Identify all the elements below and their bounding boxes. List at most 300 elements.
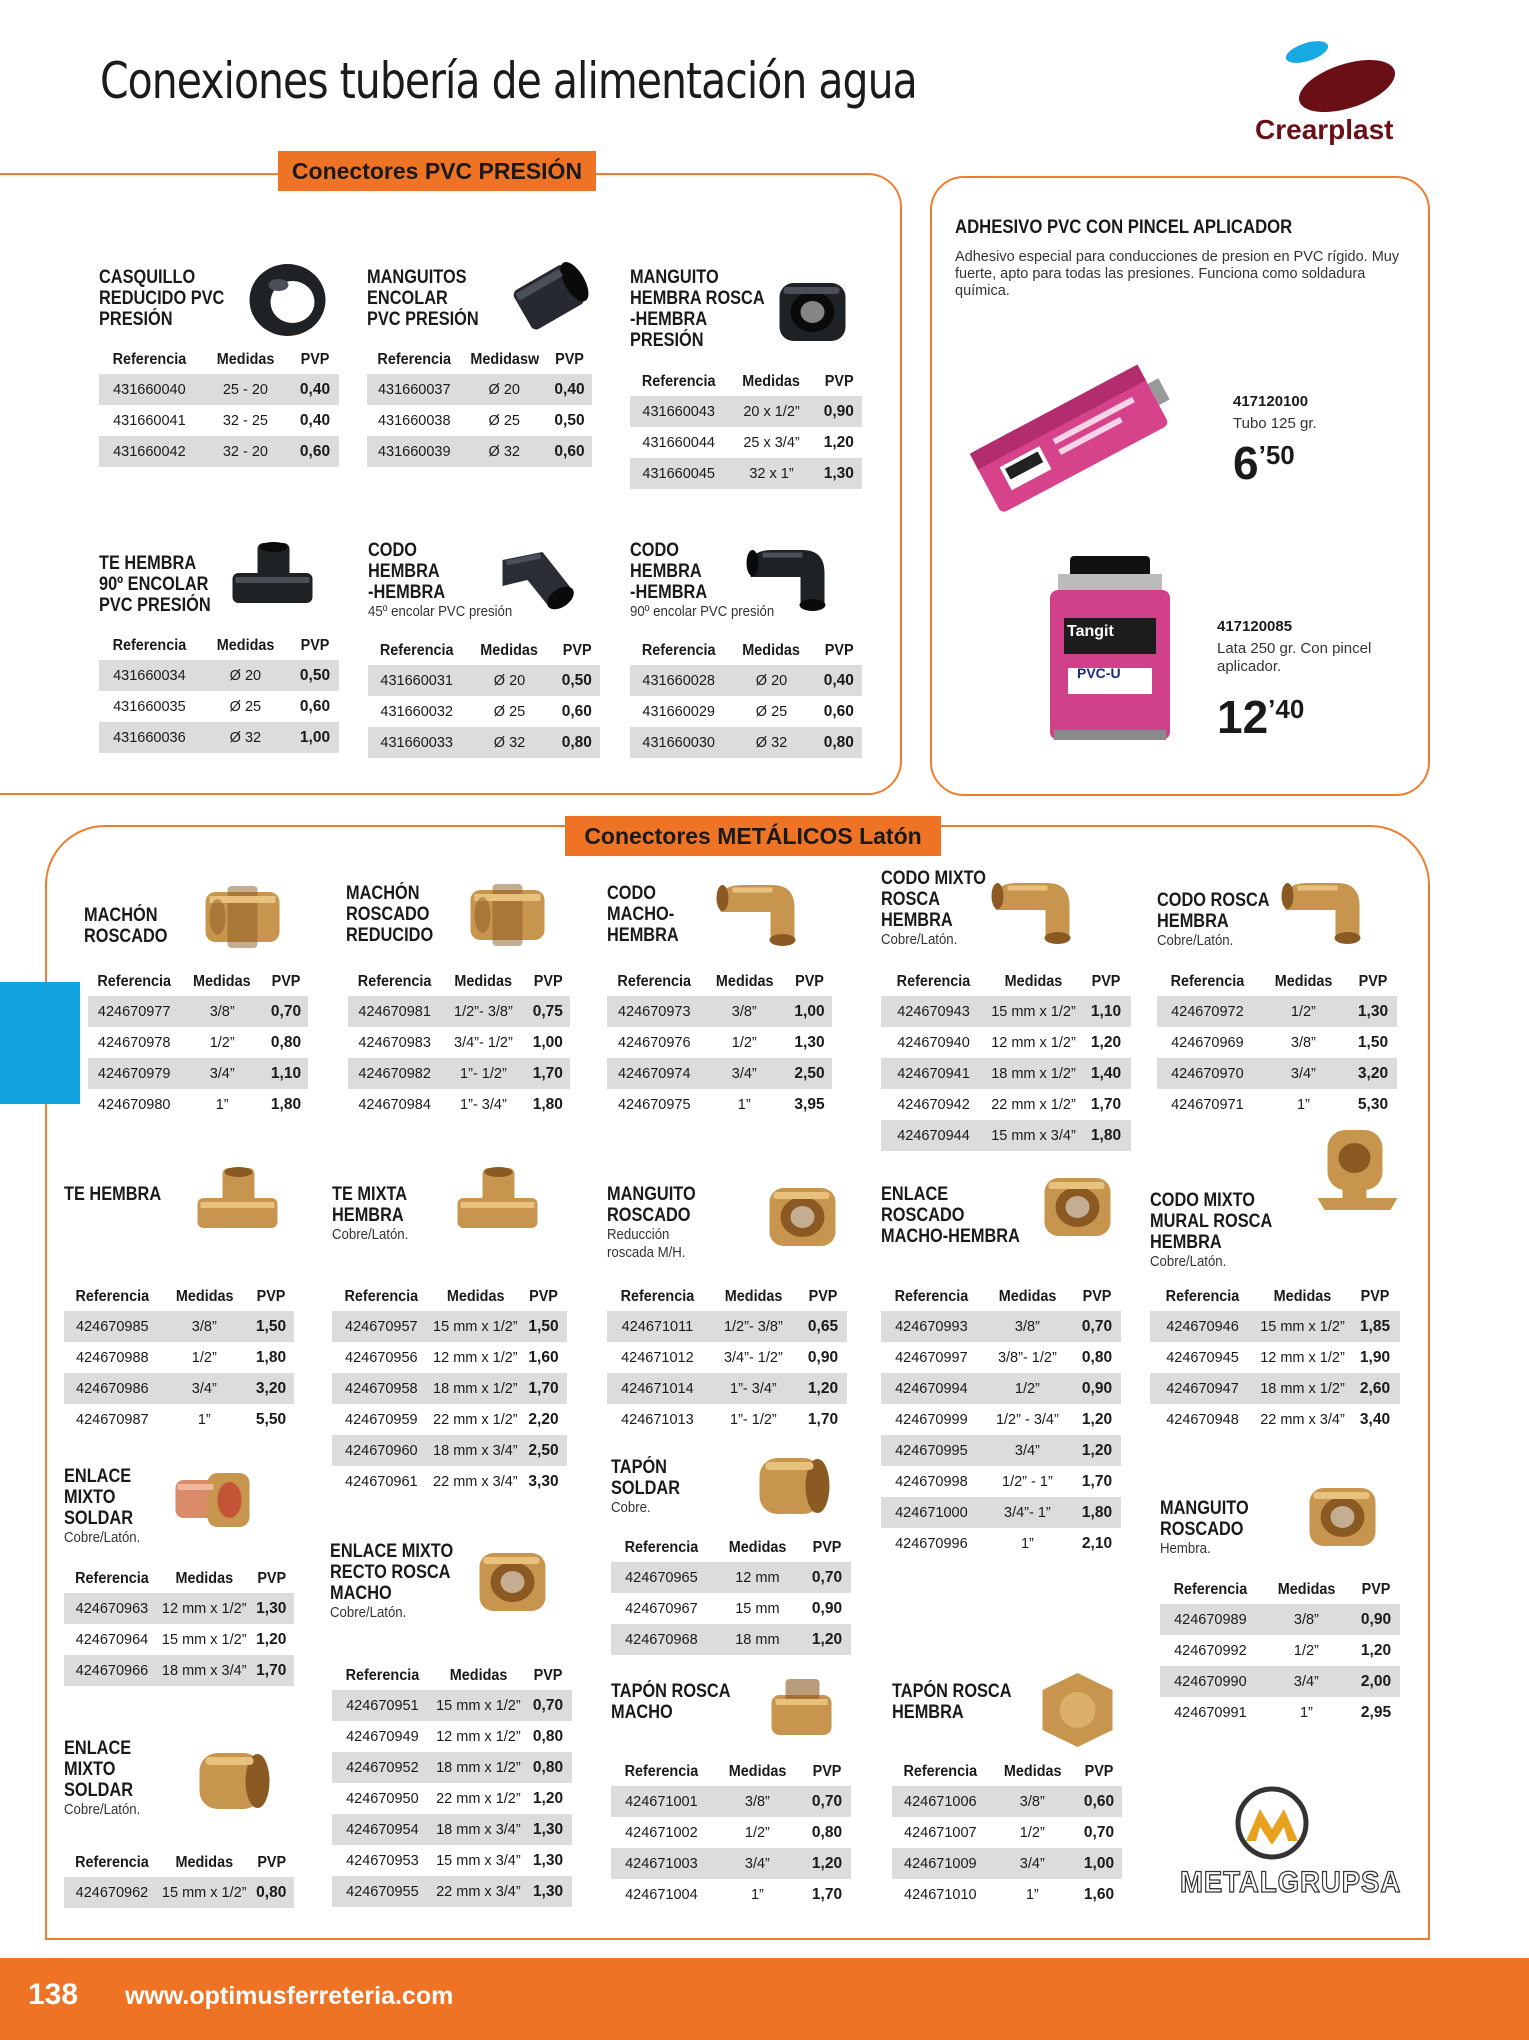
table-row <box>892 1786 1122 1817</box>
product-codo-mixto-mural-table <box>1150 1283 1400 1435</box>
glue-can-image <box>1040 550 1180 750</box>
price-cell: 2,60 <box>1350 1373 1400 1404</box>
size-cell: 1”- 3/4” <box>708 1373 799 1404</box>
column-header: Referencia <box>641 642 716 659</box>
ref-cell: 424670951 <box>332 1690 433 1721</box>
table-row <box>332 1783 572 1814</box>
product-enlace-macho-hembra-table <box>881 1283 1121 1559</box>
product-tapon-soldar-table <box>611 1534 851 1655</box>
column-header: PVP <box>256 1288 286 1305</box>
column-header: Medidas <box>742 373 801 390</box>
product-subtitle: Cobre/Latón. <box>332 1226 409 1243</box>
product-manguito-roscado-hembra-table <box>1160 1576 1400 1728</box>
size-cell: 3/4” <box>982 1435 1073 1466</box>
price-cell: 0,80 <box>524 1752 572 1783</box>
ref-cell: 424670943 <box>881 996 986 1027</box>
size-cell: Ø 20 <box>465 665 553 696</box>
size-cell: Ø 20 <box>727 665 815 696</box>
size-cell: 1” <box>1299 1704 1313 1721</box>
column-header: PVP <box>271 973 301 990</box>
product-manguito-roscado-hembra-image <box>1295 1470 1390 1570</box>
ref-cell: 424670953 <box>346 1852 419 1869</box>
product-tapon-rosca-hembra-table <box>892 1758 1122 1910</box>
price-cell: 1,80 <box>1081 1120 1131 1151</box>
product-tapon-rosca-hembra-header <box>892 1681 1031 1723</box>
size-cell: Ø 25 <box>488 412 520 429</box>
price-cell: 0,70 <box>803 1562 851 1593</box>
metalgrupsa-wordmark: METALGRUPSA <box>1180 1866 1402 1899</box>
product-manguitos-encolar-image <box>500 250 595 350</box>
table-row <box>332 1404 567 1435</box>
column-header: PVP <box>824 373 854 390</box>
ref-cell: 424671012 <box>621 1349 694 1366</box>
product-subtitle: Hembra. <box>1160 1540 1211 1557</box>
product-name-line: PVC PRESIÓN <box>99 595 211 616</box>
size-cell: 3/4”- 1/2” <box>454 1034 513 1051</box>
price-cell: 1,00 <box>532 1033 563 1051</box>
price-cell: 1,70 <box>526 1058 570 1089</box>
size-cell: 1/2” <box>1258 996 1349 1027</box>
price-cell: 1,70 <box>811 1885 843 1903</box>
price-cell: 5,30 <box>1357 1095 1389 1113</box>
table-row <box>332 1752 572 1783</box>
size-cell: 1”- 1/2” <box>441 1058 525 1089</box>
column-header: Medidasw <box>469 351 539 368</box>
column-header: Medidas <box>216 637 275 654</box>
price-cell: 0,80 <box>1081 1348 1113 1366</box>
table-row <box>368 665 600 696</box>
column-header: Medidas <box>1273 1288 1332 1305</box>
ref-cell: 424670947 <box>1150 1373 1255 1404</box>
size-cell: 32 - 20 <box>200 436 291 467</box>
product-name-line: ROSCADO <box>607 1205 691 1226</box>
product-name-line: -HEMBRA <box>368 582 446 603</box>
ref-cell: 431660037 <box>367 374 462 405</box>
product-manguito-roscado-red-table <box>607 1283 847 1435</box>
product-name-line: MACHÓN <box>346 883 420 904</box>
product-enlace-recto-macho-table <box>332 1662 572 1907</box>
product-machon-roscado-image <box>195 870 290 970</box>
price-cell: 1,20 <box>1090 1033 1122 1051</box>
table-row <box>1150 1311 1400 1342</box>
table-row <box>892 1817 1122 1848</box>
price-cell: 1,30 <box>1349 996 1397 1027</box>
product-name-line: TAPÓN ROSCA <box>611 1681 731 1702</box>
price-cell: 1,00 <box>787 996 832 1027</box>
table-row <box>88 996 308 1027</box>
column-header: Referencia <box>112 637 187 654</box>
size-cell: 1/2” <box>982 1373 1073 1404</box>
price-cell: 1,20 <box>1073 1435 1121 1466</box>
product-name-line: MIXTO <box>64 1487 116 1508</box>
ref-cell: 424671010 <box>904 1886 977 1903</box>
table-row <box>367 405 592 436</box>
price-cell: 3,95 <box>794 1095 825 1113</box>
product-name-line: MURAL ROSCA <box>1150 1211 1273 1232</box>
product-manguito-roscado-hembra-header <box>1160 1498 1263 1558</box>
column-header: Medidas <box>715 973 774 990</box>
table-row <box>64 1311 294 1342</box>
table-row <box>64 1655 294 1686</box>
size-cell: 25 - 20 <box>200 374 291 405</box>
price-cell: 1,85 <box>1350 1311 1400 1342</box>
product-name-line: CODO <box>368 540 418 561</box>
product-name-line: HEMBRA <box>332 1205 404 1226</box>
ref-cell: 424670946 <box>1150 1311 1255 1342</box>
ref-cell: 424670982 <box>348 1058 441 1089</box>
ref-cell: 424670975 <box>617 1096 691 1113</box>
price-cell: 2,20 <box>528 1410 559 1428</box>
ref-cell: 431660035 <box>113 698 186 715</box>
price-cell: 2,50 <box>520 1435 567 1466</box>
product-name-line: MACHO- <box>607 904 675 925</box>
table-row <box>881 1089 1131 1120</box>
price-cell: 1,10 <box>1081 996 1131 1027</box>
ref-cell: 424670990 <box>1160 1666 1261 1697</box>
size-cell: 22 mm x 3/4” <box>1260 1411 1345 1428</box>
size-cell: 15 mm x 3/4” <box>436 1852 521 1869</box>
size-cell: Ø 20 <box>462 374 548 405</box>
ref-cell: 424670944 <box>881 1120 986 1151</box>
table-row <box>88 1027 308 1058</box>
adhesive-title: ADHESIVO PVC CON PINCEL APLICADOR <box>955 217 1293 238</box>
product-enlace-mixto-soldar-1-header <box>64 1466 151 1547</box>
table-row <box>1150 1404 1400 1435</box>
ref-cell: 431660038 <box>377 412 451 429</box>
price-cell: 1,70 <box>249 1655 294 1686</box>
product-name-line: HEMBRA <box>1150 1232 1222 1253</box>
size-cell: 1/2” <box>209 1034 235 1051</box>
ref-cell: 424670970 <box>1157 1058 1258 1089</box>
column-header: Medidas <box>1277 1581 1336 1598</box>
table-row <box>881 1342 1121 1373</box>
table-row <box>1160 1666 1400 1697</box>
can-desc: Lata 250 gr. Con pincel aplicador. <box>1217 640 1372 675</box>
size-cell: 3/8” <box>161 1311 248 1342</box>
column-header: Referencia <box>617 973 692 990</box>
product-name-line: HEMBRA ROSCA <box>630 288 765 309</box>
column-header: PVP <box>256 1854 286 1871</box>
size-cell: 1”- 3/4” <box>460 1096 507 1113</box>
price-cell: 1,20 <box>799 1373 847 1404</box>
ref-cell: 424670958 <box>332 1373 431 1404</box>
product-codo-90-image <box>740 535 835 635</box>
ref-cell: 424670999 <box>895 1411 968 1428</box>
column-header: PVP <box>533 1667 563 1684</box>
product-codo-mixto-rosca-hembra-image <box>985 868 1080 968</box>
table-row <box>881 1435 1121 1466</box>
size-cell: 3/4” <box>712 1848 803 1879</box>
price-cell: 0,80 <box>811 1823 843 1841</box>
column-header: Medidas <box>1004 973 1063 990</box>
ref-cell: 431660044 <box>642 434 715 451</box>
ref-cell: 431660032 <box>380 703 453 720</box>
ref-cell: 424670965 <box>611 1562 712 1593</box>
product-manguito-roscado-red-header <box>607 1184 710 1262</box>
size-cell: 18 mm x 3/4” <box>433 1814 524 1845</box>
column-header: PVP <box>1091 973 1121 990</box>
product-codo-90-table <box>630 637 862 758</box>
size-cell: 3/4” <box>1258 1058 1349 1089</box>
size-cell: 18 mm <box>712 1624 803 1655</box>
table-row <box>1157 1089 1397 1120</box>
table-row <box>630 427 862 458</box>
column-header: Medidas <box>449 1667 508 1684</box>
column-header: Medidas <box>175 1854 234 1871</box>
column-header: Referencia <box>896 973 971 990</box>
crearplast-logo <box>1245 38 1430 148</box>
size-cell: 18 mm x 1/2” <box>433 1752 524 1783</box>
product-enlace-mixto-soldar-1-table <box>64 1565 294 1686</box>
size-cell: 12 mm <box>712 1562 803 1593</box>
ref-cell: 431660042 <box>99 436 200 467</box>
column-header: Referencia <box>1173 1581 1248 1598</box>
product-codo-mixto-rosca-hembra-table <box>881 968 1131 1151</box>
product-te-hembra-pvc-header <box>99 553 229 616</box>
size-cell: 15 mm x 1/2” <box>160 1877 249 1908</box>
size-cell: 3/8” <box>712 1786 803 1817</box>
product-name-line: ENLACE MIXTO <box>330 1541 454 1562</box>
ref-cell: 431660033 <box>368 727 465 758</box>
product-name-line: HEMBRA <box>630 561 702 582</box>
price-cell: 0,80 <box>270 1033 302 1051</box>
product-name-line: TE HEMBRA <box>99 553 197 574</box>
column-header: PVP <box>529 1288 558 1305</box>
ref-cell: 424670950 <box>346 1790 419 1807</box>
ref-cell: 424670995 <box>881 1435 982 1466</box>
metalgrupsa-logo-icon <box>1232 1783 1312 1863</box>
side-tab-marker <box>0 982 80 1104</box>
column-header: Medidas <box>728 1763 787 1780</box>
table-row <box>892 1848 1122 1879</box>
table-row <box>611 1593 851 1624</box>
table-row <box>607 1027 832 1058</box>
ref-cell: 424670959 <box>345 1411 418 1428</box>
product-name-line: PRESIÓN <box>630 330 704 351</box>
size-cell: Ø 25 <box>755 703 788 720</box>
table-row <box>892 1879 1122 1910</box>
ref-cell: 424671000 <box>881 1497 982 1528</box>
table-row <box>611 1879 851 1910</box>
product-te-hembra-image <box>190 1160 285 1260</box>
ref-cell: 424671013 <box>621 1411 694 1428</box>
product-name-line: CODO <box>607 883 657 904</box>
size-cell: 3/4” <box>1261 1666 1352 1697</box>
product-name-line: MANGUITO <box>1160 1498 1249 1519</box>
price-cell: 0,60 <box>823 702 854 720</box>
product-name-line: PVC PRESIÓN <box>367 309 479 330</box>
table-row <box>607 1058 832 1089</box>
price-cell: 0,40 <box>816 665 862 696</box>
size-cell: 25 x 3/4” <box>743 434 800 451</box>
size-cell: 1/2” <box>744 1824 770 1841</box>
product-name-line: ENLACE <box>64 1738 132 1759</box>
column-header: Referencia <box>75 1288 150 1305</box>
price-cell: 1,70 <box>520 1373 567 1404</box>
can-label: Tangit <box>1067 623 1114 640</box>
size-cell: 1/2” - 1” <box>1002 1473 1053 1490</box>
ref-cell: 424670977 <box>88 996 180 1027</box>
table-row <box>630 696 862 727</box>
product-te-mixta-hembra-image <box>450 1160 545 1260</box>
table-row <box>348 1058 570 1089</box>
product-name-line: TE HEMBRA <box>64 1184 162 1205</box>
product-enlace-mixto-soldar-2-header <box>64 1738 151 1819</box>
product-name-line: ENLACE <box>881 1184 949 1205</box>
table-row <box>99 436 339 467</box>
price-cell: 3,20 <box>248 1373 294 1404</box>
size-cell: 3/4” <box>180 1058 264 1089</box>
ref-cell: 431660045 <box>630 458 727 489</box>
price-cell: 1,70 <box>807 1410 839 1428</box>
product-name-line: HEMBRA <box>881 910 953 931</box>
product-name-line: PRESIÓN <box>99 309 173 330</box>
ref-cell: 424671009 <box>892 1848 989 1879</box>
ref-cell: 431660040 <box>99 374 200 405</box>
column-header: Medidas <box>454 973 513 990</box>
price-cell: 1,20 <box>256 1630 287 1648</box>
ref-cell: 424671001 <box>611 1786 712 1817</box>
ref-cell: 431660029 <box>642 703 715 720</box>
size-cell: 3/8” <box>1290 1034 1316 1051</box>
size-cell: 1/2” <box>731 1034 757 1051</box>
product-name-line: ROSCADO <box>84 926 168 947</box>
ref-cell: 431660036 <box>99 722 200 753</box>
price-cell: 2,95 <box>1360 1703 1392 1721</box>
ref-cell: 431660031 <box>368 665 465 696</box>
ref-cell: 424670971 <box>1171 1096 1244 1113</box>
size-cell: 1” <box>1296 1096 1310 1113</box>
table-row <box>611 1786 851 1817</box>
table-row <box>881 1497 1121 1528</box>
ref-cell: 424670968 <box>611 1624 712 1655</box>
column-header: PVP <box>824 642 854 659</box>
product-name-line: ENCOLAR <box>367 288 448 309</box>
product-subtitle: Cobre/Latón. <box>1150 1253 1227 1270</box>
size-cell: 22 mm x 3/4” <box>433 1473 518 1490</box>
column-header: Medidas <box>193 973 252 990</box>
product-name-line: REDUCIDO <box>346 925 434 946</box>
product-codo-45-table <box>368 637 600 758</box>
ref-cell: 424670952 <box>332 1752 433 1783</box>
table-row <box>607 996 832 1027</box>
product-name-line: SOLDAR <box>611 1478 681 1499</box>
size-cell: 3/8”- 1/2” <box>997 1349 1057 1366</box>
price-cell: 1,50 <box>520 1311 567 1342</box>
size-cell: 1” <box>197 1411 211 1428</box>
price-cell: 0,80 <box>532 1727 564 1745</box>
product-tapon-rosca-hembra-image <box>1030 1665 1125 1765</box>
product-codo-mixto-mural-header <box>1150 1190 1292 1271</box>
product-name-line: MIXTO <box>64 1759 116 1780</box>
ref-cell: 424670957 <box>332 1311 431 1342</box>
size-cell: 3/4”- 1” <box>982 1497 1073 1528</box>
ref-cell: 424670967 <box>625 1600 698 1617</box>
table-row <box>88 1058 308 1089</box>
size-cell: 1” <box>1020 1535 1034 1552</box>
column-header: Medidas <box>480 642 539 659</box>
price-cell: 1,60 <box>1083 1885 1115 1903</box>
table-row <box>1157 996 1397 1027</box>
price-cell: 0,60 <box>291 436 339 467</box>
column-header: Medidas <box>728 1539 787 1556</box>
size-cell: 22 mm x 1/2” <box>991 1096 1076 1113</box>
product-codo-rosca-hembra-header <box>1157 890 1288 950</box>
product-tapon-soldar-header <box>611 1457 691 1517</box>
size-cell: 18 mm x 1/2” <box>986 1058 1081 1089</box>
column-header: Referencia <box>75 1854 149 1871</box>
size-cell: 1/2” - 3/4” <box>995 1411 1059 1428</box>
size-cell: 1/2” <box>1019 1824 1045 1841</box>
size-cell: 18 mm x 3/4” <box>160 1655 249 1686</box>
table-row <box>607 1404 847 1435</box>
product-manguitos-encolar-header <box>367 267 497 330</box>
page-title: Conexiones tubería de alimentación agua <box>100 52 917 110</box>
column-header: Referencia <box>641 373 716 390</box>
price-cell: 2,10 <box>1081 1534 1113 1552</box>
size-cell: 15 mm x 1/2” <box>161 1631 247 1648</box>
price-cell: 1,30 <box>816 458 862 489</box>
ref-cell: 424670949 <box>346 1728 419 1745</box>
price-cell: 1,70 <box>1090 1095 1122 1113</box>
size-cell: 1/2” <box>191 1349 217 1366</box>
table-row <box>881 1027 1131 1058</box>
table-row <box>1157 1058 1397 1089</box>
column-header: Medidas <box>175 1570 234 1587</box>
product-subtitle: Cobre/Latón. <box>330 1604 407 1621</box>
table-row <box>99 374 339 405</box>
can-ref: 417120085 <box>1217 618 1293 635</box>
price-cell: 0,50 <box>554 665 600 696</box>
column-header: PVP <box>1360 1288 1390 1305</box>
table-row <box>367 436 592 467</box>
size-cell: 1” <box>737 1096 751 1113</box>
glue-tube-image <box>965 335 1175 545</box>
can-price: 12’40 <box>1217 691 1305 743</box>
column-header: Referencia <box>894 1288 969 1305</box>
table-row <box>1160 1697 1400 1728</box>
price-cell: 0,50 <box>554 411 585 429</box>
product-manguito-hembra-rosca-header <box>630 267 787 351</box>
price-cell: 1,30 <box>524 1876 572 1907</box>
product-te-hembra-pvc-table <box>99 632 339 753</box>
size-cell: Ø 32 <box>465 727 553 758</box>
column-header: Medidas <box>1274 973 1333 990</box>
price-cell: 1,70 <box>1081 1472 1113 1490</box>
product-te-mixta-hembra-header <box>332 1184 419 1244</box>
table-row <box>348 1089 570 1120</box>
ref-cell: 424670978 <box>97 1034 171 1051</box>
price-cell: 0,80 <box>249 1877 294 1908</box>
product-name-line: CODO MIXTO <box>881 868 987 889</box>
size-cell: 12 mm x 1/2” <box>160 1593 249 1624</box>
column-header: Referencia <box>379 642 454 659</box>
table-row <box>1150 1342 1400 1373</box>
ref-cell: 424670974 <box>607 1058 702 1089</box>
ref-cell: 424670945 <box>1166 1349 1239 1366</box>
column-header: Referencia <box>1165 1288 1240 1305</box>
size-cell: Ø 32 <box>727 727 815 758</box>
column-header: Referencia <box>97 973 172 990</box>
product-name-line: TE MIXTA <box>332 1184 408 1205</box>
product-name-line: TAPÓN ROSCA <box>892 1681 1012 1702</box>
crearplast-wordmark: Crearplast <box>1255 114 1394 145</box>
table-row <box>64 1593 294 1624</box>
size-cell: 1” <box>1025 1886 1039 1903</box>
website-link[interactable]: www.optimusferreteria.com <box>125 1982 454 2010</box>
ref-cell: 424670991 <box>1174 1704 1247 1721</box>
price-cell: 0,75 <box>526 996 570 1027</box>
